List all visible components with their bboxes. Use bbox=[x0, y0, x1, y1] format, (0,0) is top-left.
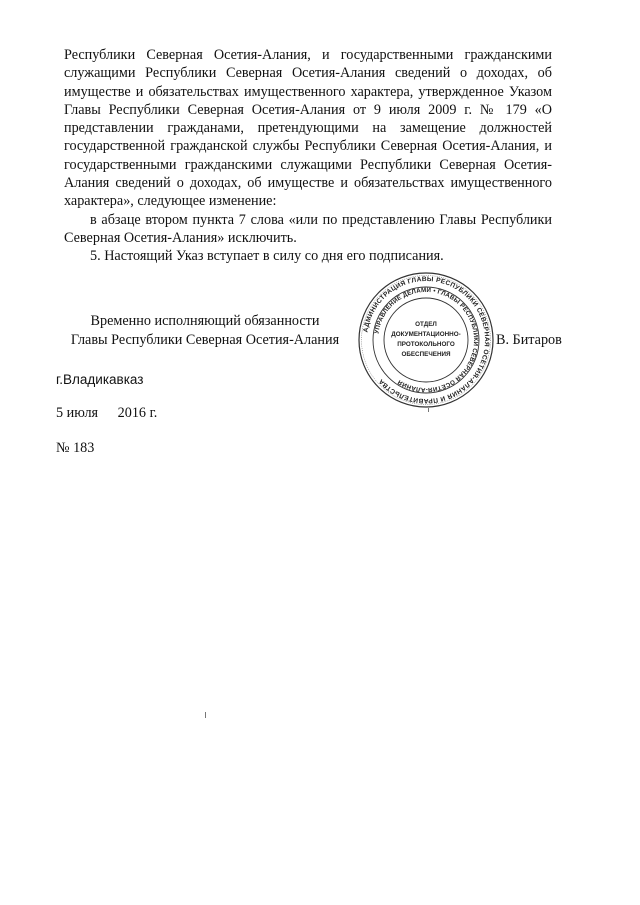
official-seal-stamp bbox=[356, 270, 496, 410]
document-body bbox=[64, 46, 552, 266]
svg-text:ДОКУМЕНТАЦИОННО-: ДОКУМЕНТАЦИОННО- bbox=[391, 331, 461, 338]
signatory-position-line2: Главы Республики Северная Осетия-Алания bbox=[70, 331, 340, 348]
decree-number: № 183 bbox=[56, 440, 95, 456]
scan-speck bbox=[428, 408, 429, 412]
signatory-position-line1: Временно исполняющий обязанности bbox=[90, 313, 320, 329]
paragraph-effective-date: 5. Настоящий Указ вступает в силу со дня его подписания. bbox=[90, 248, 444, 265]
seal-outer-text: АДМИНИСТРАЦИЯ ГЛАВЫ РЕСПУБЛИКИ СЕВЕРНАЯ ОСЕТИЯ-АЛАНИЯ И ПРАВИТЕЛЬСТВА bbox=[362, 275, 491, 405]
signatory-position bbox=[55, 312, 355, 349]
svg-text:ОБЕСПЕЧЕНИЯ: ОБЕСПЕЧЕНИЯ bbox=[401, 351, 451, 358]
issue-date bbox=[56, 405, 157, 422]
issue-date-year: 2016 г. bbox=[117, 405, 158, 421]
issue-date-day-month: 5 июля bbox=[56, 405, 99, 421]
signatory-name: В. Битаров bbox=[496, 332, 562, 348]
paragraph-amendment-intro: Республики Северная Осетия-Алания, и государственными гражданскими служащими Республики Северная Осетия-Алания сведений о доходах, об имуществе и обязательствах имущественного характера, утвержденное Указом Главы Республики Северная Осетия-Алания от 9 июля 2009 г. № 179 «О представлении гражданами, претендующими на замещение должностей государственной гражданской службы Республики Северная Осетия-Алания, и государственными гражданскими служащими Республики Северная Осетия-Алания сведений о доходах, об имуществе и обязательствах имущественного характера», следующее изменение: bbox=[64, 47, 552, 210]
seal-inner-text: УПРАВЛЕНИЕ ДЕЛАМИ • ГЛАВЫ РЕСПУБЛИКИ СЕВЕРНАЯ ОСЕТИЯ-АЛАНИЯ bbox=[373, 286, 480, 394]
scan-speck bbox=[205, 712, 206, 718]
seal-center-text bbox=[391, 321, 460, 358]
paragraph-amendment-clause: в абзаце втором пункта 7 слова «или по представлению Главы Республики Северная Осетия-Алания» исключить. bbox=[64, 211, 552, 246]
issue-place: г.Владикавказ bbox=[56, 372, 144, 387]
svg-text:ОТДЕЛ: ОТДЕЛ bbox=[415, 321, 437, 328]
svg-text:ПРОТОКОЛЬНОГО: ПРОТОКОЛЬНОГО bbox=[397, 341, 455, 348]
